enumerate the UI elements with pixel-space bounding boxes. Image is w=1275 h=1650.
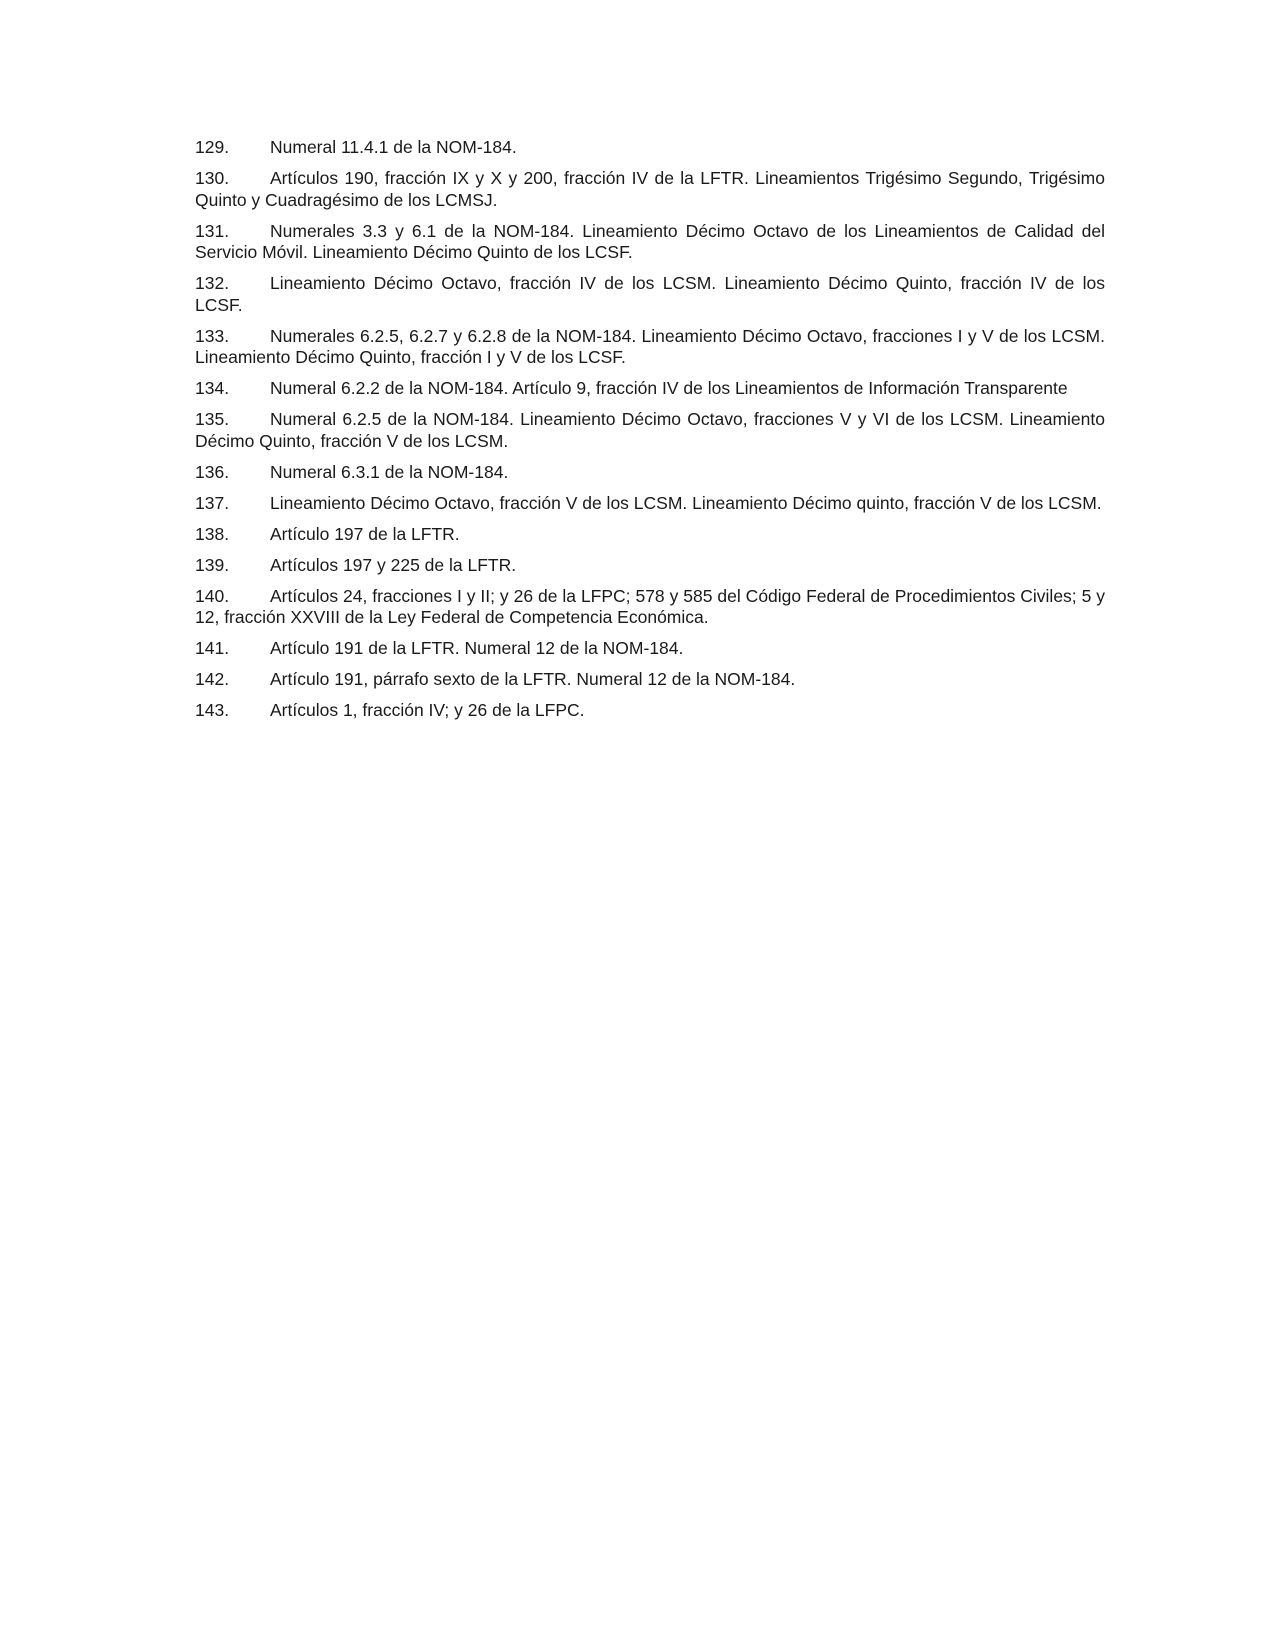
footnote-number: 142. [195, 669, 230, 689]
footnote-item [195, 638, 1105, 660]
footnote-text: Artículos 197 y 225 de la LFTR. [270, 554, 517, 575]
footnote-text: Numeral 6.2.2 de la NOM-184. Artículo 9, fracción IV de los Lineamientos de Información Transparente [270, 378, 1068, 398]
footnote-text: Artículos 24, fracciones I y II; y 26 de la LFPC; 578 y 585 del Código Federal de Procedimientos Civiles; 5 y 12, fracción XXVIII de la Ley Federal de Competencia Económica. [195, 585, 1105, 627]
footnote-text: Numeral 6.2.5 de la NOM-184. Lineamiento Décimo Octavo, fracciones V y VI de los LCSM. Lineamiento Décimo Quinto, fracción V de los LCSM. [195, 409, 1105, 451]
footnote-item [195, 524, 1105, 546]
footnote-text: Artículos 190, fracción IX y X y 200, fracción IV de la LFTR. Lineamientos Trigésimo Segundo, Trigésimo Quinto y Cuadragésimo de los LCMSJ. [195, 168, 1105, 210]
footnote-item [195, 669, 1105, 691]
footnote-number: 134. [195, 378, 230, 398]
footnote-text: Lineamiento Décimo Octavo, fracción V de los LCSM. Lineamiento Décimo quinto, fracción V de los LCSM. [270, 492, 1102, 513]
footnote-item [195, 462, 1105, 484]
footnote-number: 139. [195, 554, 230, 575]
footnote-text: Lineamiento Décimo Octavo, fracción IV de los LCSM. Lineamiento Décimo Quinto, fracción IV de los LCSF. [195, 273, 1105, 315]
footnote-item [195, 700, 1105, 722]
footnote-number: 133. [195, 325, 230, 346]
footnote-item [195, 378, 1105, 400]
footnote-number: 137. [195, 492, 230, 513]
footnote-text: Artículo 191 de la LFTR. Numeral 12 de la NOM-184. [270, 638, 684, 658]
footnote-text: Artículo 191, párrafo sexto de la LFTR. Numeral 12 de la NOM-184. [270, 669, 796, 689]
footnote-text: Numeral 6.3.1 de la NOM-184. [270, 461, 509, 482]
footnote-item [195, 273, 1105, 316]
footnote-item [195, 326, 1105, 369]
footnote-number: 138. [195, 523, 230, 544]
footnote-number: 136. [195, 461, 230, 482]
footnote-list [195, 137, 1105, 731]
footnote-text: Artículos 1, fracción IV; y 26 de la LFPC. [270, 700, 585, 720]
footnote-item [195, 555, 1105, 577]
footnote-number: 129. [195, 137, 230, 157]
footnote-text: Numerales 6.2.5, 6.2.7 y 6.2.8 de la NOM-184. Lineamiento Décimo Octavo, fracciones I y V de los LCSM. Lineamiento Décimo Quinto, fracción I y V de los LCSF. [195, 325, 1105, 367]
footnote-number: 141. [195, 638, 230, 658]
footnote-number: 143. [195, 700, 230, 720]
footnote-item [195, 137, 1105, 159]
footnote-number: 140. [195, 585, 230, 606]
footnote-number: 130. [195, 168, 230, 188]
footnote-item [195, 221, 1105, 264]
footnote-number: 131. [195, 220, 230, 241]
footnote-text: Numeral 11.4.1 de la NOM-184. [270, 137, 517, 157]
footnote-item [195, 586, 1105, 629]
footnote-text: Numerales 3.3 y 6.1 de la NOM-184. Lineamiento Décimo Octavo de los Lineamientos de Calidad del Servicio Móvil. Lineamiento Décimo Quinto de los LCSF. [195, 220, 1105, 262]
footnote-item [195, 168, 1105, 211]
footnote-text: Artículo 197 de la LFTR. [270, 523, 460, 544]
footnote-item [195, 409, 1105, 452]
footnote-number: 132. [195, 273, 230, 293]
footnote-item [195, 493, 1105, 515]
footnote-number: 135. [195, 409, 230, 429]
